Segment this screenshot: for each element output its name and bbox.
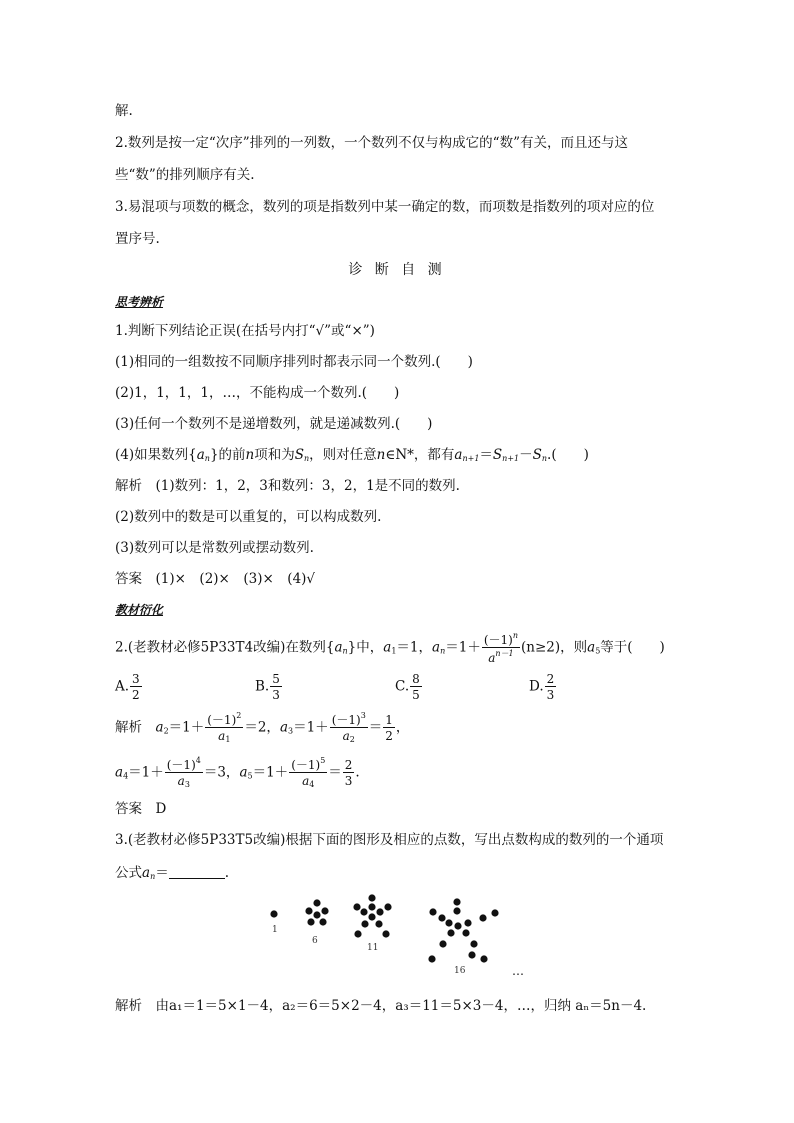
dot xyxy=(384,903,391,910)
dot xyxy=(428,955,435,962)
q2-option-a: A. $\frac{3}{2}$ xyxy=(115,672,140,702)
dot xyxy=(354,930,361,937)
figure-label-6: 6 xyxy=(312,936,318,946)
q1-answer: 答案 (1)× (2)× (3)× (4)√ xyxy=(115,571,316,587)
q2-option-c: C. $\frac{8}{5}$ xyxy=(395,672,420,702)
dot xyxy=(361,920,368,927)
q2-solution-2: $a_4=1+$ $\frac{(-1)^4}{a_3}$ ＝3，$a_5=1+$ $\frac{(-1)^5}{a_4}$ ＝ $\frac{2}{3}$ . xyxy=(115,756,360,789)
text-line: 解. xyxy=(115,103,133,119)
dot xyxy=(313,911,320,918)
figure-label-1: 1 xyxy=(272,925,278,935)
dot xyxy=(438,914,445,921)
dot xyxy=(305,907,312,914)
section-title: 诊 断 自 测 xyxy=(348,262,446,278)
text-line: 2.数列是按一定“次序”排列的一列数，一个数列不仅与构成它的“数”有关，而且还与这 xyxy=(115,135,628,151)
dot xyxy=(445,919,452,926)
q1-item-4: (4)如果数列$\{a_n\}$的前n项和为$S_n$，则对任意n∈N*，都有$a_{n+1}=S_{n+1}-S_n$.( ) xyxy=(115,447,589,463)
figure-label-11: 11 xyxy=(367,943,379,953)
dot xyxy=(479,914,486,921)
q2-option-b: B. $\frac{5}{3}$ xyxy=(255,672,280,702)
dot xyxy=(480,955,487,962)
q2-solution-1: 解析 $a_2=1+$ $\frac{(-1)^2}{a_1}$ ＝2，$a_3=1+$ $\frac{(-1)^3}{a_2}$ ＝ $\frac{1}{2}$ ， xyxy=(115,711,410,744)
dot xyxy=(454,922,461,929)
dot xyxy=(462,929,469,936)
dot xyxy=(453,898,460,905)
dot xyxy=(319,918,326,925)
dot xyxy=(307,918,314,925)
dot xyxy=(313,899,320,906)
text-line: 置序号. xyxy=(115,231,160,247)
dot xyxy=(321,907,328,914)
text-line: 些“数”的排列顺序有关. xyxy=(115,167,255,183)
tag-think: 思考辨析 xyxy=(115,295,164,309)
q1-item-2: (2)1，1，1，1，…，不能构成一个数列.( ) xyxy=(115,385,400,401)
q1-item-3: (3)任何一个数列不是递增数列，就是递减数列.( ) xyxy=(115,416,433,432)
dot xyxy=(375,920,382,927)
q1-solution-1: 解析 (1)数列：1，2，3和数列：3，2，1是不同的数列. xyxy=(115,478,460,494)
tag-textbook: 教材衍化 xyxy=(115,603,164,617)
q2-option-d: D. $\frac{2}{3}$ xyxy=(529,672,555,702)
dot xyxy=(368,894,375,901)
dot xyxy=(429,908,436,915)
q1-solution-2: (2)数列中的数是可以重复的，可以构成数列. xyxy=(115,509,382,525)
q3-stem-1: 3.(老教材必修5P33T5改编)根据下面的图形及相应的点数，写出点数构成的数列的一个通项 xyxy=(115,832,664,848)
q3-solution: 解析 由a₁＝1＝5×1－4，a₂＝6＝5×2－4，a₃＝11＝5×3－4，…，归纳 aₙ＝5n－4. xyxy=(115,998,647,1014)
dot xyxy=(468,951,475,958)
q3-stem-2: 公式$a_n=$ . xyxy=(115,865,230,881)
q1-solution-3: (3)数列可以是常数列或摆动数列. xyxy=(115,540,314,556)
dot xyxy=(368,903,375,910)
q1-stem: 1.判断下列结论正误(在括号内打“√”或“×”) xyxy=(115,323,375,339)
dot xyxy=(353,903,360,910)
dot xyxy=(439,940,446,947)
figure-ellipsis: … xyxy=(512,964,524,978)
dot xyxy=(464,919,471,926)
dot xyxy=(447,929,454,936)
q1-item-1: (1)相同的一组数按不同顺序排列时都表示同一个数列.( ) xyxy=(115,354,473,370)
dot xyxy=(376,908,383,915)
dot xyxy=(368,913,375,920)
dot xyxy=(470,940,477,947)
dot xyxy=(453,907,460,914)
dot xyxy=(491,909,498,916)
figure-label-16: 16 xyxy=(454,966,466,976)
dot-pattern-figure xyxy=(262,893,532,983)
dot xyxy=(382,930,389,937)
dot xyxy=(360,908,367,915)
q2-stem: 2.(老教材必修5P33T4改编)在数列$\{a_n\}$中，$a_1=1$，$a_n=1+$ $\frac{(-1)^n}{a^{n-1}}$ (n≥2)，则$a_5$等于( ) xyxy=(115,631,665,665)
dot xyxy=(270,910,277,917)
q2-answer: 答案 D xyxy=(115,801,167,817)
text-line: 3.易混项与项数的概念，数列的项是指数列中某一确定的数，而项数是指数列的项对应的位 xyxy=(115,199,655,215)
